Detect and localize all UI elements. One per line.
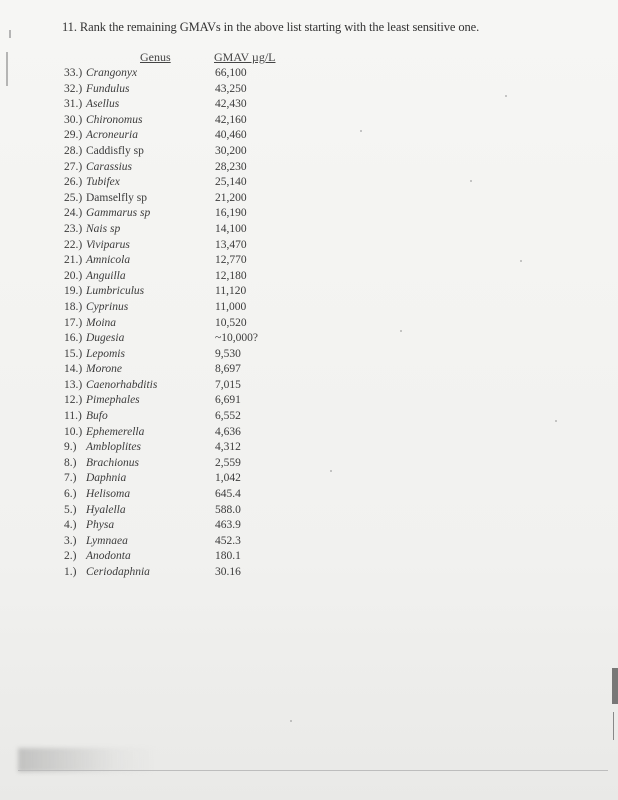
genus-name: Daphnia xyxy=(86,472,127,485)
rank-number: 11.) xyxy=(64,410,82,423)
rank-number: 10.) xyxy=(64,425,83,438)
genus-name: Morone xyxy=(86,363,122,376)
table-row xyxy=(64,128,304,144)
gmav-value: 452.3 xyxy=(215,534,241,547)
table-header xyxy=(64,50,304,66)
gmav-table xyxy=(64,50,304,581)
table-row xyxy=(64,113,304,129)
scan-speck xyxy=(470,180,472,182)
gmav-value: 588.0 xyxy=(215,503,241,516)
genus-name: Brachionus xyxy=(86,456,140,469)
genus-name: Ephemerella xyxy=(86,425,145,438)
genus-name: Amnicola xyxy=(86,254,131,267)
genus-name: Bufo xyxy=(86,410,108,423)
genus-name: Lepomis xyxy=(86,347,125,360)
rank-number: 19.) xyxy=(64,285,83,298)
genus-name: Ceriodaphnia xyxy=(86,566,150,578)
rank-number: 27.) xyxy=(64,160,83,173)
rank-number: 18.) xyxy=(64,300,83,313)
table-row xyxy=(64,331,304,347)
table-row xyxy=(64,97,304,113)
scan-edge-mark xyxy=(9,30,11,38)
genus-name: Anguilla xyxy=(86,269,126,282)
rank-number: 7.) xyxy=(64,472,77,485)
gmav-value: 25,140 xyxy=(215,176,247,189)
gmav-value: 28,230 xyxy=(215,160,247,173)
table-row xyxy=(64,549,304,565)
gmav-value: 42,430 xyxy=(215,98,247,111)
gmav-value: 463.9 xyxy=(215,519,241,532)
genus-name: Fundulus xyxy=(86,82,130,95)
genus-name: Tubifex xyxy=(86,176,120,189)
rank-number: 31.) xyxy=(64,98,83,111)
table-row xyxy=(64,300,304,316)
rank-number: 20.) xyxy=(64,269,83,282)
table-row xyxy=(64,425,304,441)
rank-number: 29.) xyxy=(64,129,83,142)
gmav-value: 645.4 xyxy=(215,488,241,501)
genus-name: Caddisfly sp xyxy=(86,144,144,157)
scan-speck xyxy=(360,130,362,132)
gmav-value: 7,015 xyxy=(215,378,241,391)
gmav-value: 11,000 xyxy=(215,300,247,313)
gmav-value: 4,636 xyxy=(215,425,241,438)
gmav-value: 40,460 xyxy=(215,129,247,142)
rank-number: 1.) xyxy=(64,566,77,578)
rank-number: 24.) xyxy=(64,207,83,220)
table-row xyxy=(64,378,304,394)
table-row xyxy=(64,66,304,82)
gmav-value: 14,100 xyxy=(215,222,247,235)
rank-number: 17.) xyxy=(64,316,83,329)
gmav-value: 4,312 xyxy=(215,441,241,454)
genus-name: Helisoma xyxy=(86,488,131,501)
scan-smudge xyxy=(18,748,158,772)
table-row xyxy=(64,534,304,550)
rank-number: 15.) xyxy=(64,347,83,360)
gmav-value: 21,200 xyxy=(215,191,247,204)
gmav-value: 12,180 xyxy=(215,269,247,282)
genus-name: Cyprinus xyxy=(86,300,129,313)
rank-number: 5.) xyxy=(64,503,77,516)
genus-name: Moina xyxy=(86,316,117,329)
gmav-value: 11,120 xyxy=(215,285,247,298)
gmav-value: 8,697 xyxy=(215,363,241,376)
header-genus: Genus xyxy=(140,50,171,64)
scan-bottom-rule xyxy=(18,770,608,771)
genus-name: Lumbriculus xyxy=(86,285,145,298)
gmav-value: 16,190 xyxy=(215,207,247,220)
rank-number: 32.) xyxy=(64,82,83,95)
scan-edge-mark xyxy=(6,52,8,86)
table-row xyxy=(64,409,304,425)
gmav-value: 13,470 xyxy=(215,238,247,251)
gmav-value: 42,160 xyxy=(215,113,247,126)
genus-name: Viviparus xyxy=(86,238,130,251)
rank-number: 26.) xyxy=(64,176,83,189)
table-row xyxy=(64,456,304,472)
scan-speck xyxy=(290,720,292,722)
table-row xyxy=(64,518,304,534)
rank-number: 4.) xyxy=(64,519,77,532)
table-row xyxy=(64,393,304,409)
rank-number: 6.) xyxy=(64,488,77,501)
gmav-value: ~10,000? xyxy=(215,332,258,345)
genus-name: Asellus xyxy=(86,98,120,111)
rank-number: 12.) xyxy=(64,394,83,407)
genus-name: Ambloplites xyxy=(86,441,141,454)
genus-name: Crangonyx xyxy=(86,67,138,79)
genus-name: Anodonta xyxy=(86,550,131,563)
table-row xyxy=(64,269,304,285)
gmav-value: 180.1 xyxy=(215,550,241,563)
genus-name: Caenorhabditis xyxy=(86,378,158,391)
genus-name: Chironomus xyxy=(86,113,143,126)
table-row xyxy=(64,175,304,191)
gmav-value: 30.16 xyxy=(215,566,241,578)
rank-number: 22.) xyxy=(64,238,83,251)
scan-speck xyxy=(505,95,507,97)
gmav-value: 1,042 xyxy=(215,472,241,485)
scan-edge-bar xyxy=(612,668,618,704)
rank-number: 13.) xyxy=(64,378,83,391)
table-row xyxy=(64,253,304,269)
genus-name: Acroneuria xyxy=(86,129,138,142)
table-row xyxy=(64,284,304,300)
table-row xyxy=(64,487,304,503)
table-row xyxy=(64,206,304,222)
gmav-value: 12,770 xyxy=(215,254,247,267)
table-row xyxy=(64,440,304,456)
scan-speck xyxy=(520,260,522,262)
genus-name: Gammarus sp xyxy=(86,207,151,220)
table-row xyxy=(64,160,304,176)
rank-number: 2.) xyxy=(64,550,77,563)
table-row xyxy=(64,503,304,519)
scan-edge-line xyxy=(613,712,614,740)
gmav-value: 2,559 xyxy=(215,456,241,469)
table-row xyxy=(64,565,304,581)
table-row xyxy=(64,191,304,207)
gmav-value: 6,691 xyxy=(215,394,241,407)
rank-number: 8.) xyxy=(64,456,77,469)
genus-name: Nais sp xyxy=(86,222,121,235)
rank-number: 3.) xyxy=(64,534,77,547)
gmav-value: 66,100 xyxy=(215,67,247,79)
gmav-value: 30,200 xyxy=(215,144,247,157)
gmav-value: 9,530 xyxy=(215,347,241,360)
rank-number: 28.) xyxy=(64,144,83,157)
genus-name: Carassius xyxy=(86,160,133,173)
genus-name: Damselfly sp xyxy=(86,191,148,204)
genus-name: Pimephales xyxy=(86,394,140,407)
scan-speck xyxy=(400,330,402,332)
scan-speck xyxy=(330,470,332,472)
genus-name: Hyalella xyxy=(86,503,126,516)
gmav-value: 43,250 xyxy=(215,82,247,95)
table-row xyxy=(64,238,304,254)
table-row xyxy=(64,362,304,378)
rank-number: 33.) xyxy=(64,67,83,79)
rank-number: 21.) xyxy=(64,254,83,267)
rank-number: 23.) xyxy=(64,222,83,235)
rank-number: 25.) xyxy=(64,191,83,204)
table-row xyxy=(64,82,304,98)
question-text: 11. Rank the remaining GMAVs in the above list starting with the least sensitive one. xyxy=(62,20,480,34)
gmav-value: 10,520 xyxy=(215,316,247,329)
table-row xyxy=(64,222,304,238)
scan-speck xyxy=(555,420,557,422)
rank-number: 14.) xyxy=(64,363,83,376)
table-row xyxy=(64,316,304,332)
genus-name: Lymnaea xyxy=(86,534,128,547)
gmav-value: 6,552 xyxy=(215,410,241,423)
table-row xyxy=(64,347,304,363)
table-body xyxy=(64,66,304,581)
genus-name: Dugesia xyxy=(86,332,125,345)
table-row xyxy=(64,471,304,487)
rank-number: 9.) xyxy=(64,441,77,454)
genus-name: Physa xyxy=(86,519,115,532)
rank-number: 16.) xyxy=(64,332,83,345)
header-gmav: GMAV µg/L xyxy=(214,50,276,64)
table-row xyxy=(64,144,304,160)
rank-number: 30.) xyxy=(64,113,83,126)
